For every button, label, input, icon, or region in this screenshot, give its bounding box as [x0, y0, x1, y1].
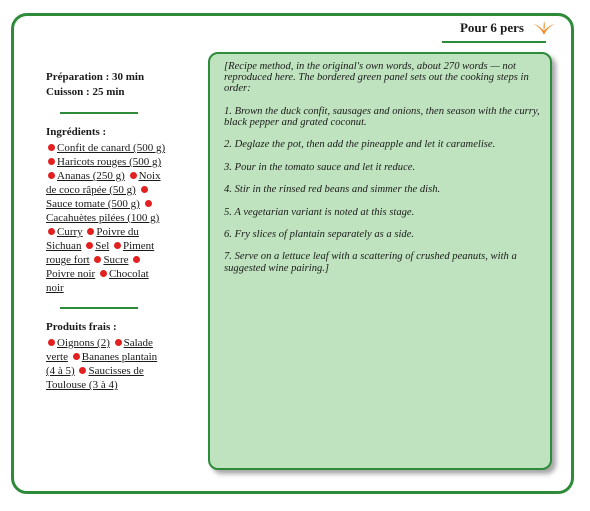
ingredient-item: Salade verte: [46, 337, 153, 363]
ingredients-title: Ingrédients :: [46, 126, 107, 138]
fresh-products-list: [46, 336, 166, 392]
bullet-dot-icon: [48, 144, 55, 151]
preparation-time: Préparation : 30 min: [46, 71, 145, 83]
method-panel: [208, 52, 552, 470]
ingredient-item: Chocolat noir: [46, 268, 149, 294]
bullet-dot-icon: [79, 367, 86, 374]
ingredient-item: Sucre: [103, 254, 129, 266]
header-rule: [442, 41, 546, 43]
ingredient-item: Bananes plantain (4 à 5): [46, 351, 158, 377]
bullet-dot-icon: [48, 172, 55, 179]
bullet-dot-icon: [86, 242, 93, 249]
ingredient-item: Saucisses de Toulouse (3 à 4): [46, 365, 144, 391]
bullet-dot-icon: [48, 228, 55, 235]
bullet-dot-icon: [133, 256, 140, 263]
bullet-dot-icon: [48, 158, 55, 165]
orange-flower-icon: [532, 20, 556, 36]
bullet-dot-icon: [73, 353, 80, 360]
ingredient-item: Confit de canard (500 g): [57, 142, 166, 154]
bullet-dot-icon: [87, 228, 94, 235]
bullet-dot-icon: [48, 339, 55, 346]
bullet-dot-icon: [94, 256, 101, 263]
bullet-dot-icon: [100, 270, 107, 277]
ingredient-item: Curry: [57, 226, 83, 238]
bullet-dot-icon: [114, 242, 121, 249]
servings-label: Pour 6 pers: [459, 20, 524, 35]
ingredient-item: Sauce tomate (500 g): [46, 198, 140, 210]
method-text: [Recipe method, in the original's own words, about 270 words — not reproduced here. The bordered green panel sets out the cooking steps in order: 1. Brown the duck confit, sausages and onions, then season with the curry, black pepper and grated coconut. 2. Deglaze the pot, then add the pineapple and let it caramelise. 3. Pour in the tomato sauce and let it reduce. 4. Stir in the rinsed red beans and simmer the dish. 5. A vegetarian variant is noted at this stage. 6. Fry slices of plantain separately as a side. 7. Serve on a lettuce leaf with a scattering of crushed peanuts, with a suggested wine pairing.]: [224, 61, 540, 274]
ingredients-column: [46, 70, 166, 392]
ingredients-list: [46, 141, 166, 295]
bullet-dot-icon: [130, 172, 137, 179]
ingredient-item: Noix de coco râpée (50 g): [46, 170, 161, 196]
ingredient-item: Poivre du Sichuan: [46, 226, 139, 252]
ingredient-item: Haricots rouges (500 g): [57, 156, 162, 168]
ingredient-item: Piment rouge fort: [46, 240, 155, 266]
divider: [60, 307, 138, 309]
ingredient-item: Oignons (2): [57, 337, 110, 349]
ingredient-item: Sel: [95, 240, 110, 252]
cooking-time: Cuisson : 25 min: [46, 86, 125, 98]
bullet-dot-icon: [141, 186, 148, 193]
ingredient-item: Ananas (250 g): [57, 170, 125, 182]
card-header: [460, 20, 556, 36]
ingredient-item: Poivre noir: [46, 268, 96, 280]
times-block: [46, 70, 166, 100]
fresh-title: Produits frais :: [46, 321, 117, 333]
bullet-dot-icon: [145, 200, 152, 207]
bullet-dot-icon: [115, 339, 122, 346]
ingredient-item: Cacahuètes pilées (100 g): [46, 212, 160, 224]
divider: [60, 112, 138, 114]
